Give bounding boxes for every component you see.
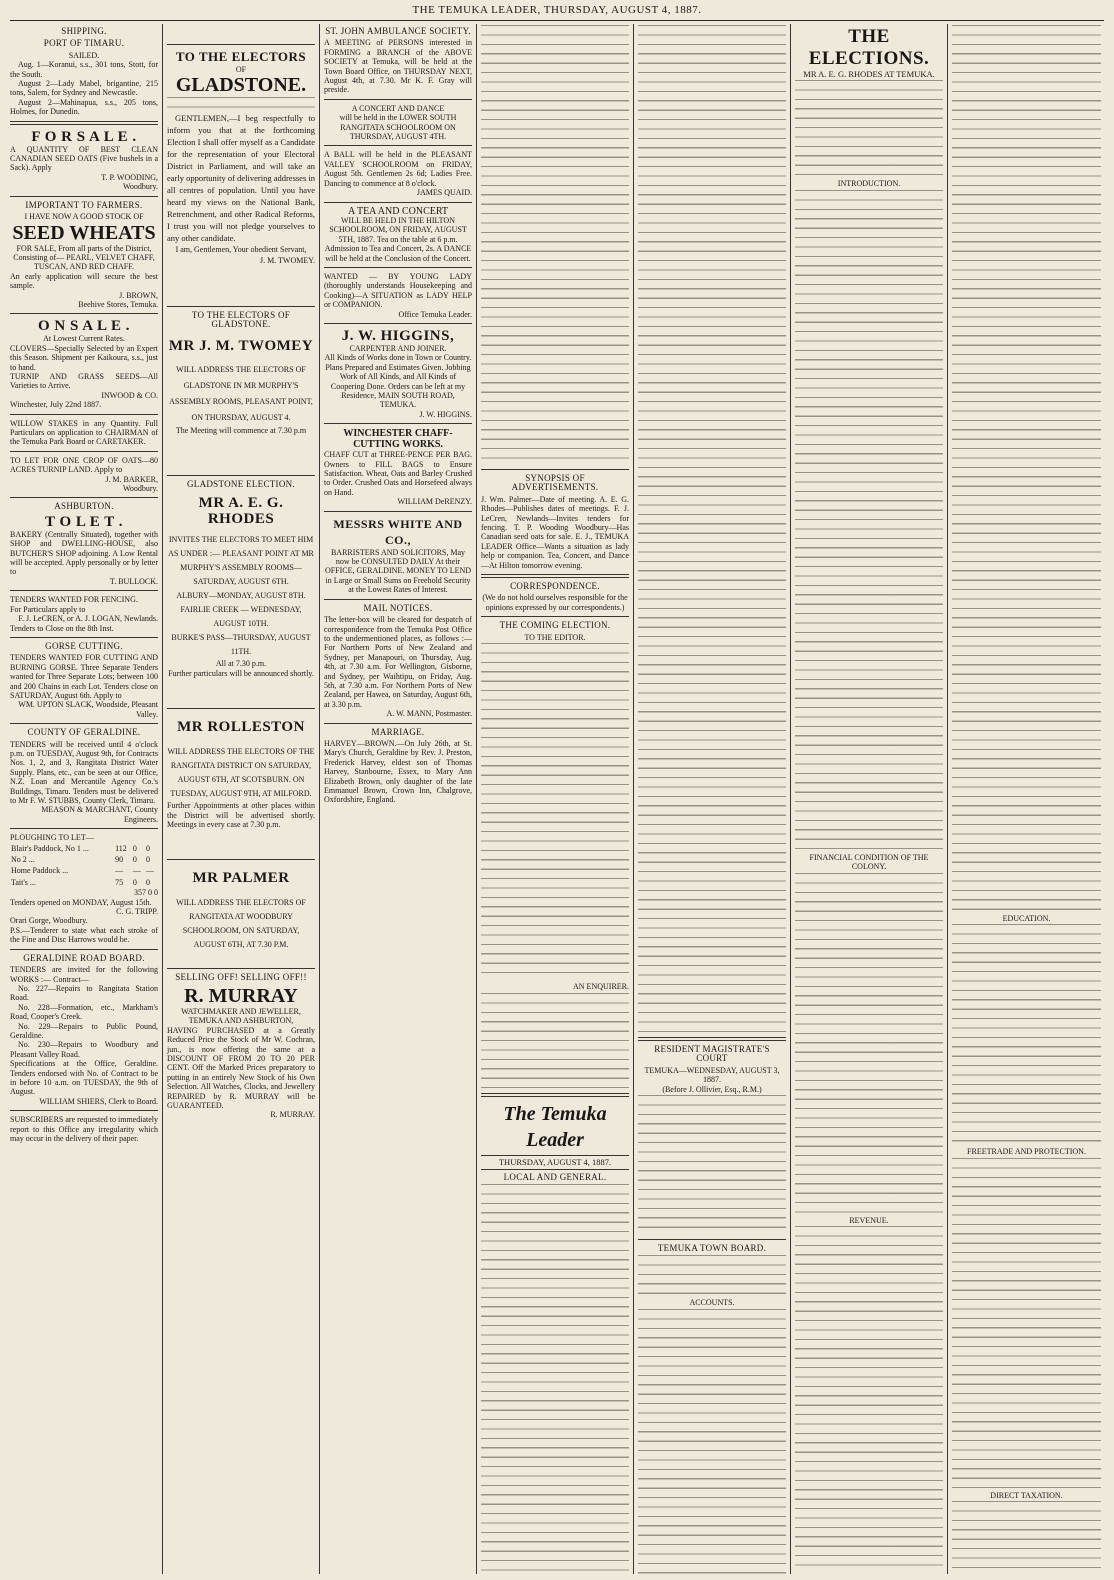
rhodes-date: ALBURY—MONDAY, AUGUST 8TH. xyxy=(176,591,306,601)
for-sale-place: Woodbury. xyxy=(122,182,158,192)
gorse-body: TENDERS WANTED FOR CUTTING AND BURNING GORSE. Three Separate Tenders wanted for Three Separate Lots; between 100 and 200 Chains in each Lot. Tenders close on SATURDAY, August 6th. Apply to xyxy=(10,653,158,700)
ploughing-table xyxy=(10,843,158,889)
report-text xyxy=(952,1158,1101,1488)
palmer-name: MR PALMER xyxy=(192,870,290,887)
farmers-note: An early application will secure the best sample. xyxy=(10,271,158,291)
on-sale-body-2: TURNIP AND GRASS SEEDS—All Varieties to Arrive. xyxy=(10,371,158,391)
letter-signature: J. M. TWOMEY. xyxy=(259,256,315,266)
rhodes-date: FAIRLIE CREEK — WEDNESDAY, AUGUST 10TH. xyxy=(180,605,302,629)
news-text xyxy=(638,25,786,1033)
synopsis-body: J. Wm. Palmer—Date of meeting. A. E. G. Rhodes—Publishes dates of meetings. F. J. LeCren, Newlands—Invites tenders for fencing. T. P. Wooding Woodbury—Has Canadian seed oats for sale. E. J., TEMUKA LEADER Office—Wants a situation as lady help or companion. Tea, Concert, and Dance—At Hilton tomorrow evening. xyxy=(481,494,629,570)
letter-close: I am, Gentlemen, Your obedient Servant, xyxy=(175,245,307,255)
higgins-body: All Kinds of Works done in Town or Country. Plans Prepared and Estimates Given. Jobbing Work of All Kinds, and All Kinds of Coopering Done. Orders can be left at my Residence, MAIN SOUTH ROAD, TEMUKA. xyxy=(324,353,472,410)
let-place: Woodbury. xyxy=(122,484,158,494)
of-label: OF xyxy=(235,65,247,74)
murray-name: R. MURRAY xyxy=(184,984,298,1007)
rhodes-heading: GLADSTONE ELECTION. xyxy=(186,479,296,490)
wanted-body: WANTED — BY YOUNG LADY (thoroughly understands Housekeeping and Cooking)—A SITUATION as LADY HELP or COMPANION. xyxy=(324,271,472,310)
white-name: MESSRS WHITE AND CO., xyxy=(333,516,463,547)
chaff-body: CHAFF CUT at THREE-PENCE PER BAG. Owners to FILL BAGS to Ensure Satisfaction. Wheat, Oats and Barley Crushed to Order. Crushed Oats and Horsefeed always on Hand. xyxy=(324,450,472,497)
twomey-heading: TO THE ELECTORS OF GLADSTONE. xyxy=(191,309,291,330)
correspondence-heading: CORRESPONDENCE. xyxy=(510,581,600,592)
road-close: Specifications at the Office, Geraldine. Tenders endorsed with No. of Contract to be in before 10 a.m. on TUESDAY, the 9th of August. xyxy=(10,1059,158,1097)
report-text xyxy=(952,25,1101,911)
on-sale-sub: At Lowest Current Rates. xyxy=(43,334,125,344)
direct-taxation-heading: DIRECT TAXATION. xyxy=(990,1490,1063,1500)
sailed-label: SAILED. xyxy=(68,50,100,60)
report-text xyxy=(795,80,943,176)
shipping-heading: SHIPPING. xyxy=(61,26,107,36)
higgins-trade: CARPENTER AND JOINER. xyxy=(349,343,447,353)
farmers-signature: J. BROWN, xyxy=(119,290,158,300)
murray-place: TEMUKA AND ASHBURTON, xyxy=(188,1016,294,1026)
to-let-heading: T O L E T . xyxy=(44,513,124,530)
on-sale-signature: INWOOD & CO. xyxy=(101,390,158,400)
fencing-body: For Particulars apply to xyxy=(10,604,86,614)
table-row: No 2 ... 90 0 0 xyxy=(11,855,150,865)
report-text xyxy=(952,924,1101,1144)
for-sale-signature: T. P. WOODING, xyxy=(101,172,158,182)
town-board-heading: TEMUKA TOWN BOARD. xyxy=(657,1243,767,1254)
masthead: The Temuka Leader xyxy=(503,1102,607,1151)
column-2 xyxy=(163,24,320,1574)
report-text xyxy=(952,1501,1101,1571)
geraldine-body: TENDERS will be received until 4 o'clock p.m. on TUESDAY, August 9th, for Contracts Nos. 1, 2, and 3, Rangitata District Water Supply. Plans, etc., can be seen at our Office, N.Z. Loan and Mercantile Agency Co.'s Buildings, Timaru. Tenders must be delivered to Mr F. W. STUBBS, County Clerk, Timaru. xyxy=(10,739,158,805)
road-item: No. 227—Repairs to Rangitata Station Road. xyxy=(10,983,158,1003)
to-let-body: BAKERY (Centrally Situated), together with SHOP and DWELLING-HOUSE, also BUTCHER'S SHOP adjoining. A Low Rental will be accepted. Apply personally or by letter to xyxy=(10,529,158,577)
selling-heading: SELLING OFF! SELLING OFF!! xyxy=(175,972,307,983)
fencing-heading: TENDERS WANTED FOR FENCING. xyxy=(10,595,138,605)
column-1 xyxy=(6,24,163,1574)
geraldine-signature: MEASON & MARCHANT, County Engineers. xyxy=(41,805,158,824)
letter-signature: AN ENQUIRER. xyxy=(573,982,629,992)
correspondence-note: (We do not hold ourselves responsible for the opinions expressed by our correspondents.) xyxy=(482,593,628,612)
to-let-signature: T. BULLOCK. xyxy=(109,576,158,586)
ploughing-place: Orari Gorge, Woodbury. xyxy=(10,916,88,926)
table-row: Blair's Paddock, No 1 ... 112 0 0 xyxy=(11,843,150,853)
higgins-signature: J. W. HIGGINS. xyxy=(419,409,472,419)
mail-body: The letter-box will be cleared for despatch of correspondence from the Temuka Post Office to the undermentioned places, as follows :— For Northern Ports of New Zealand and Sydney, per Manapouri, on Thursday, Aug. 4th, at 7.30 a.m. For Wellington, Gisborne, and Sydney, per Waihtipu, on Friday, Aug. 5th, at 7.30 a.m. For Northern Ports of New Zealand, per Hawea, on Saturday, August 6th, at 3.30 p.m. xyxy=(324,615,472,709)
column-5 xyxy=(634,24,791,1574)
elections-title: THE ELECTIONS. xyxy=(808,26,930,69)
palmer-body: WILL ADDRESS THE ELECTORS OF RANGITATA AT WOODBURY SCHOOLROOM, ON SATURDAY, AUGUST 6TH, AT 7.30 P.M. xyxy=(176,898,306,950)
twomey-body: WILL ADDRESS THE ELECTORS OF GLADSTONE IN MR MURPHY'S ASSEMBLY ROOMS, PLEASANT POINT, ON THURSDAY, AUGUST 4. xyxy=(169,364,313,422)
shipping-entry: August 2—Mahinapua, s.s., 205 tons, Holmes, for Dunedin. xyxy=(10,97,158,117)
report-text xyxy=(795,1226,943,1574)
masthead-date: THURSDAY, AUGUST 4, 1887. xyxy=(481,1155,629,1170)
road-item: No. 228—Formation, etc., Markham's Road, Cooper's Creek. xyxy=(10,1002,158,1022)
marriage-heading: MARRIAGE. xyxy=(371,726,425,737)
synopsis-heading: SYNOPSIS OF ADVERTISEMENTS. xyxy=(511,473,599,493)
local-heading: LOCAL AND GENERAL. xyxy=(503,1171,607,1182)
chaff-heading: WINCHESTER CHAFF-CUTTING WORKS. xyxy=(343,428,453,451)
rhodes-date: BURKE'S PASS—THURSDAY, AUGUST 11TH. xyxy=(171,633,311,657)
gladstone-title: GLADSTONE. xyxy=(175,74,307,97)
subscribers-notice: SUBSCRIBERS are requested to immediately report to this Office any irregularity which may occur in the delivery of their paper. xyxy=(10,1115,158,1143)
concert-heading: A CONCERT AND DANCE xyxy=(351,103,445,113)
to-editor: TO THE EDITOR. xyxy=(524,632,586,642)
town-board-text xyxy=(638,1309,786,1574)
ambulance-body: A MEETING of PERSONS interested in FORMING a BRANCH of the ABOVE SOCIETY at Temuka, will be held at the Town Board Office, on THURSDAY NEXT, August 4th, at 7.30. Mr K. F. Gray will preside. xyxy=(324,38,472,95)
freetrade-heading: FREETRADE AND PROTECTION. xyxy=(967,1147,1086,1157)
letter-body: GENTLEMEN,—I beg respectfully to inform you that at the forthcoming Election I shall offer myself as a Candidate for the representation of your Electoral District in Parliament, and will take an early opportunity of delivering addresses in all centres of population. Until you have heard my views on the National Bank, Retrenchment, and other Radical Reforms, I trust you will not pledge yourselves to any other candidate. xyxy=(167,113,316,244)
court-text xyxy=(638,1095,786,1235)
road-item: No. 230—Repairs to Woodbury and Pleasant Valley Road. xyxy=(10,1040,158,1059)
rolleston-body: WILL ADDRESS THE ELECTORS OF THE RANGITATA DISTRICT ON SATURDAY, AUGUST 6TH, AT SCOTSBURN. ON TUESDAY, AUGUST 9TH, AT MILFORD. xyxy=(167,747,315,799)
let-signature: J. M. BARKER, xyxy=(105,474,158,484)
rolleston-note: Further Appointments at other places within the District will be advertised shortly. Meetings in every case at 7.30 p.m. xyxy=(167,801,315,830)
ambulance-heading: ST. JOHN AMBULANCE SOCIETY. xyxy=(325,26,471,36)
murray-signature: R. MURRAY. xyxy=(270,1110,315,1120)
on-sale-body: CLOVERS—Specially Selected by an Expert this Season. Shipment per Kaikoura, s.s., just to hand. xyxy=(10,343,158,372)
on-sale-place: Winchester, July 22nd 1887. xyxy=(10,400,102,410)
road-item: No. 229—Repairs to Public Pound, Geraldine. xyxy=(10,1021,158,1040)
education-heading: EDUCATION. xyxy=(1002,914,1051,923)
ploughing-heading: PLOUGHING TO LET— xyxy=(10,833,94,843)
let-body: TO LET FOR ONE CROP OF OATS—80 ACRES TURNIP LAND. Apply to xyxy=(10,455,158,475)
ploughing-body: Tenders opened on MONDAY, August 15th. xyxy=(10,897,152,907)
farmers-body: FOR SALE, From all parts of the District, Consisting of— PEARL, VELVET CHAFF, TUSCAN, AND RED CHAFF. xyxy=(13,243,155,272)
table-row: Tait's ... 75 0 0 xyxy=(11,877,150,887)
column-6 xyxy=(791,24,948,1574)
table-row: Home Paddock ... — — — xyxy=(11,866,154,876)
for-sale-heading: F O R S A L E . xyxy=(31,128,137,145)
election-heading: THE COMING ELECTION. xyxy=(499,620,611,631)
on-sale-heading: O N S A L E . xyxy=(38,318,130,335)
farmers-heading: IMPORTANT TO FARMERS. xyxy=(25,199,143,210)
gorse-heading: GORSE CUTTING. xyxy=(45,640,123,651)
introduction-heading: INTRODUCTION. xyxy=(837,179,901,189)
murray-trade: WATCHMAKER AND JEWELLER, xyxy=(181,1006,301,1016)
ploughing-signature: C. G. TRIPP. xyxy=(116,907,158,917)
local-text xyxy=(481,1184,629,1574)
geraldine-heading: COUNTY OF GERALDINE. xyxy=(27,727,141,738)
farmers-lead: I HAVE NOW A GOOD STOCK OF xyxy=(24,212,144,222)
twomey-time: The Meeting will commence at 7.30 p.m xyxy=(175,425,307,435)
to-electors-title: TO THE ELECTORS xyxy=(175,49,307,64)
shipping-entry: Aug. 1—Koranui, s.s., 301 tons, Stott, for the South. xyxy=(10,60,158,79)
wanted-signature: Office Temuka Leader. xyxy=(398,309,472,319)
fencing-close: Tenders to Close on the 8th Inst. xyxy=(10,623,114,633)
marriage-body: HARVEY—BROWN.—On July 26th, at St. Mary's Church, Geraldine by Rev. J. Preston, Frederick Harvey, eldest son of Thomas Harvey, Stanbourne, Essex, to Mary Ann Elizabeth Brown, only daughter of the late Emmanuel Brown, Crown Inn, Chalgrove, Oxfordshire, England. xyxy=(324,738,472,805)
for-sale-body: A QUANTITY OF BEST CLEAN CANADIAN SEED OATS (Five bushels in a Sack). Apply xyxy=(10,144,158,173)
columns xyxy=(6,24,1108,1574)
finance-heading: FINANCIAL CONDITION OF THE COLONY. xyxy=(809,852,929,872)
seed-wheats-title: SEED WHEATS xyxy=(12,221,156,244)
revenue-heading: REVENUE. xyxy=(849,1215,889,1225)
murray-body: HAVING PURCHASED at a Greatly Reduced Price the Stock of Mr W. Cochran, jun., is now offering the same at a DISCOUNT OF FROM 20 TO 20 PER CENT. Off the Marked Prices preparatory to putting in an entirely New Stock of his Own Selection. All Watches, Clocks, and Jewellery REPAIRED by R. MURRAY will be GUARANTEED. xyxy=(167,1025,315,1110)
column-4 xyxy=(477,24,634,1574)
elections-subtitle: MR A. E. G. RHODES AT TEMUKA. xyxy=(803,69,935,79)
letter-text xyxy=(481,993,629,1089)
rhodes-body: INVITES THE ELECTORS TO MEET HIM AS UNDER :— PLEASANT POINT AT MR MURPHY'S ASSEMBLY ROOMS—SATURDAY, AUGUST 6TH. xyxy=(168,535,314,587)
ball-body: A BALL will be held in the PLEASANT VALLEY SCHOOLROOM on FRIDAY, August 5th. Gentlemen 2s 6d; Ladies Free. Dancing to commence at 8 o'clock. xyxy=(324,150,472,188)
road-body: TENDERS are invited for the following WORKS :— Contract— xyxy=(10,965,158,984)
column-3 xyxy=(320,24,477,1574)
tea-body: WILL BE HELD IN THE HILTON SCHOOLROOM, ON FRIDAY, AUGUST 5TH, 1887. Tea on the table at 6 p.m. Admission to Tea and Concert, 2s. A DANCE will be held at the Conclusion of the Concert. xyxy=(324,215,472,263)
court-heading: RESIDENT MAGISTRATE'S COURT xyxy=(654,1044,770,1064)
ashburton-heading: ASHBURTON. xyxy=(54,501,114,512)
road-heading: GERALDINE ROAD BOARD. xyxy=(23,952,145,963)
report-text xyxy=(795,190,943,850)
concert-body: will be held in the LOWER SOUTH RANGITATA SCHOOLROOM ON THURSDAY, AUGUST 4TH. xyxy=(339,113,457,142)
head-rule xyxy=(10,20,1104,21)
road-signature: WILLIAM SHIERS, Clerk to Board. xyxy=(39,1096,158,1106)
column-7 xyxy=(948,24,1105,1574)
farmers-place: Beehive Stores, Temuka. xyxy=(78,299,158,309)
fencing-signature: F. J. LeCREN, or A. J. LOGAN, Newlands. xyxy=(18,614,158,624)
shipping-entry: August 2—Lady Mabel, brigantine, 215 tons, Salem, for Sydney and Newcastle. xyxy=(10,79,158,98)
higgins-name: J. W. HIGGINS, xyxy=(341,327,455,344)
report-text xyxy=(795,873,943,1213)
mail-signature: A. W. MANN, Postmaster. xyxy=(386,709,472,719)
news-text xyxy=(481,25,629,465)
running-head: THE TEMUKA LEADER, THURSDAY, AUGUST 4, 1887. xyxy=(412,4,702,16)
rhodes-note: Further particulars will be announced shortly. xyxy=(168,668,314,678)
court-bench: (Before J. Ollivier, Esq., R.M.) xyxy=(662,1084,762,1094)
port-heading: PORT OF TIMARU. xyxy=(43,38,125,49)
tea-heading: A TEA AND CONCERT xyxy=(347,205,449,217)
accounts-heading: ACCOUNTS. xyxy=(689,1298,735,1308)
court-date: TEMUKA—WEDNESDAY, AUGUST 3, 1887. xyxy=(644,1065,780,1085)
ploughing-total: 357 0 0 xyxy=(134,888,158,898)
chaff-signature: WILLIAM DeRENZY. xyxy=(397,497,472,507)
rhodes-time: All at 7.30 p.m. xyxy=(215,659,267,669)
willow-body: WILLOW STAKES in any Quantity. Full Particulars on application to CHAIRMAN of the Temuka Park Board or CARETAKER. xyxy=(10,418,158,447)
rhodes-name: MR A. E. G. RHODES xyxy=(198,495,284,528)
white-body: BARRISTERS AND SOLICITORS, May now be CONSULTED DAILY At their OFFICE, GERALDINE. MONEY TO LEND in Large or Small Sums on Freehold Security at the Lowest Rates of Interest. xyxy=(324,547,472,595)
rolleston-name: MR ROLLESTON xyxy=(177,719,305,736)
town-board-text xyxy=(638,1255,786,1295)
ploughing-ps: P.S.—Tenderer to state what each stroke of the Fine and Disc Harrows would be. xyxy=(10,925,158,945)
ball-signature: JAMES QUAID. xyxy=(416,188,472,198)
gorse-signature: WM. UPTON SLACK, Woodside, Pleasant Valley. xyxy=(18,700,158,719)
letter-text xyxy=(481,643,629,979)
mail-heading: MAIL NOTICES. xyxy=(363,602,433,613)
twomey-name: MR J. M. TWOMEY xyxy=(168,337,314,354)
